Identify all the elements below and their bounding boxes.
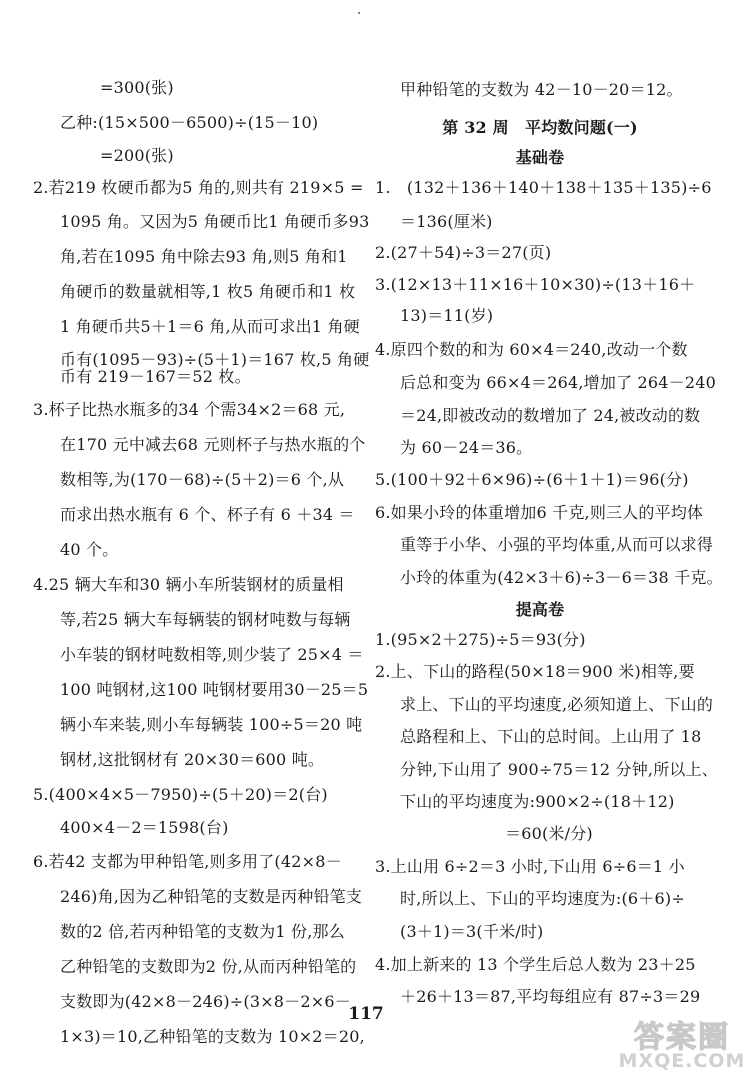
text-line: 13)＝11(岁) [400,306,494,325]
text-line: 甲种铅笔的支数为 42－10－20＝12。 [400,80,683,99]
text-line: 3.上山用 6÷2＝3 小时,下山用 6÷6＝1 小 [375,857,685,876]
text-line: 5.(400×4×5－7950)÷(5＋20)＝2(台) [33,785,328,804]
text-line: 6.如果小玲的体重增加6 千克,则三人的平均体 [375,503,704,522]
section-subtitle: 提高卷 [515,600,565,619]
text-line: ＝24,即被改动的数增加了 24,被改动的数 [400,406,701,425]
text-line: ＝136(厘米) [400,212,493,231]
text-line: 重等于小华、小强的平均体重,从而可以求得 [400,535,714,554]
text-line: 角硬币的数量就相等,1 枚5 角硬币和1 枚 [60,282,356,301]
page-number: 117 [348,1004,384,1024]
text-line: (3＋1)＝3(千米/时) [400,922,544,941]
scan-dot [358,12,360,14]
text-line: 400×4－2＝1598(台) [60,818,229,837]
text-line: 3.(12×13＋11×16＋10×30)÷(13＋16＋ [375,275,696,294]
text-line: ＝60(米/分) [505,824,593,843]
text-line: 40 个。 [60,540,119,559]
text-line: 1095 角。又因为5 角硬币比1 角硬币多93 [60,212,370,231]
text-line: 求上、下山的平均速度,必须知道上、下山的 [400,695,714,714]
text-line: 4.25 辆大车和30 辆小车所装钢材的质量相 [33,575,344,594]
text-line: 等,若25 辆大车每辆装的钢材吨数与每辆 [60,610,351,629]
text-line: 数相等,为(170－68)÷(5＋2)＝6 个,从 [60,470,345,489]
text-line: =300(张) [100,78,174,97]
text-line: 支数即为(42×8－246)÷(3×8－2×6－ [60,992,351,1011]
section-title: 第 32 周 平均数问题(一) [442,118,638,137]
text-line: 总路程和上、下山的总时间。上山用了 18 [400,727,702,746]
text-line: 辆小车来装,则小车每辆装 100÷5＝20 吨 [60,715,363,734]
text-line: 2.若219 枚硬币都为5 角的,则共有 219×5 = [33,178,364,197]
text-line: 小玲的体重为(42×3＋6)÷3－6＝38 千克。 [400,568,723,587]
text-line: 3.杯子比热水瓶多的34 个需34×2＝68 元, [33,400,346,419]
text-line: 钢材,这批钢材有 20×30＝600 吨。 [60,750,325,769]
text-line: 5.(100＋92＋6×96)÷(6＋1＋1)＝96(分) [375,470,689,489]
text-line: 6.若42 支都为甲种铅笔,则多用了(42×8－ [33,852,342,871]
text-line: 1. (132＋136＋140＋138＋135＋135)÷6 [375,178,712,197]
text-line: 小车装的钢材吨数相等,则少装了 25×4 ＝ [60,645,364,664]
text-line: 分钟,下山用了 900÷75＝12 分钟,所以上、 [400,760,719,779]
text-line: 币有 219－167＝52 枚。 [60,367,251,386]
text-line: 乙种铅笔的支数即为2 份,从而丙种铅笔的 [60,957,357,976]
watermark-bottom-text: MXQE.COM [618,1050,746,1072]
text-line: 下山的平均速度为:900×2÷(18＋12) [400,792,675,811]
text-line: 角,若在1095 角中除去93 角,则5 角和1 [60,247,348,266]
text-line: ＋26＋13＝87,平均每组应有 87÷3＝29 [400,987,701,1006]
text-line: 后总和变为 66×4＝264,增加了 264－240 [400,373,717,392]
text-line: 币有(1095－93)÷(5＋1)＝167 枚,5 角硬 [60,350,370,369]
text-line: 246)角,因为乙种铅笔的支数是丙种铅笔支 [60,887,363,906]
text-line: 100 吨钢材,这100 吨钢材要用30－25＝5 [60,680,369,699]
text-line: 在170 元中减去68 元则杯子与热水瓶的个 [60,435,366,454]
text-line: 2.(27＋54)÷3＝27(页) [375,243,552,262]
text-line: 1×3)＝10,乙种铅笔的支数为 10×2＝20, [60,1027,365,1046]
text-line: 而求出热水瓶有 6 个、杯子有 6 ＋34 ＝ [60,505,355,524]
text-line: 1 角硬币共5＋1＝6 角,从而可求出1 角硬 [60,317,360,336]
text-line: 为 60－24＝36。 [400,438,533,457]
text-line: 1.(95×2＋275)÷5＝93(分) [375,630,586,649]
text-line: 数的2 倍,若丙种铅笔的支数为1 份,那么 [60,922,345,941]
text-line: 4.加上新来的 13 个学生后总人数为 23＋25 [375,955,696,974]
text-line: =200(张) [100,146,174,165]
watermark-logo [618,1012,746,1072]
text-line: 2.上、下山的路程(50×18＝900 米)相等,要 [375,662,695,681]
text-line: 乙种:(15×500－6500)÷(15－10) [60,113,319,132]
section-subtitle: 基础卷 [515,148,565,167]
text-line: 时,所以上、下山的平均速度为:(6＋6)÷ [400,889,685,908]
text-line: 4.原四个数的和为 60×4＝240,改动一个数 [375,340,688,359]
watermark-top-text: 答案圈 [634,1020,730,1055]
